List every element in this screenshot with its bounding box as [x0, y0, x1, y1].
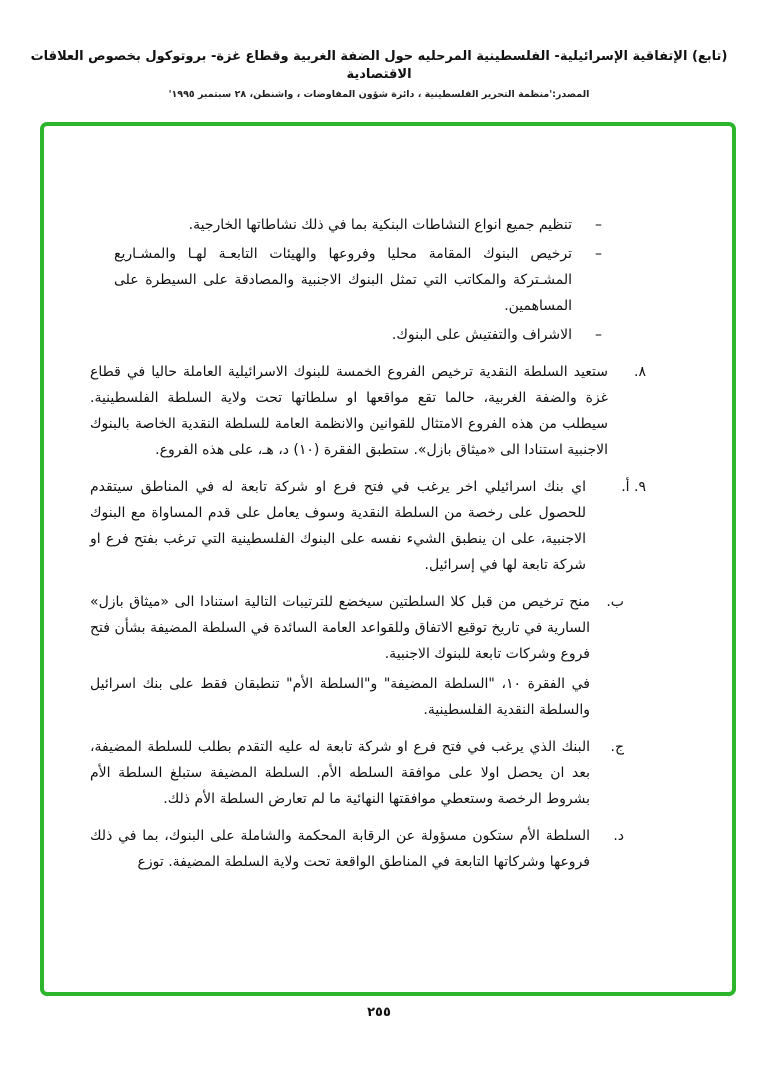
document-header: [10, 48, 748, 100]
dash-marker: –: [595, 246, 602, 262]
sub-letter: ج.: [610, 739, 624, 755]
clause-9-sub-b: [90, 589, 624, 723]
sub-letter: ب.: [606, 594, 624, 610]
clause-number: [594, 474, 646, 578]
clause-text-block: [90, 589, 590, 723]
clause-9-sub-c: [90, 734, 624, 812]
clause-text: السلطة الأم ستكون مسؤولة عن الرقابة المحكمة والشاملة على البنوك، بما في ذلك فروعها وشركاتها التابعة في المناطق الواقعة تحت ولاية السلطة المضيفة. توزع: [90, 828, 590, 870]
bullet-text: ترخيص البنوك المقامة محليا وفروعها والهيئات التابعـة لهـا والمشـاريع المشـتركة والمكاتب التي تمثل البنوك الاجنبية والمصادقة على السيطرة على المساهمين.: [114, 246, 572, 314]
dash-marker: –: [595, 327, 602, 343]
page-number: ٢٥٥: [367, 1005, 391, 1020]
green-frame: [40, 122, 736, 996]
document-body: [90, 212, 646, 875]
bullet-text: الاشراف والتفتيش على البنوك.: [391, 327, 572, 343]
bullet-item: [114, 241, 602, 319]
document-title: (تابع) الإتفاقية الإسرائيلية- الفلسطينية المرحليه حول الضفة الغربية وقطاع غزة- بروتوكول بخصوص العلاقات الاقتصادية: [30, 49, 728, 83]
bullet-item: [114, 322, 602, 348]
clause-number-digit: ٩.: [634, 479, 646, 495]
dash-marker: –: [595, 217, 602, 233]
clause-note: في الفقرة ١٠، "السلطة المضيفة" و"السلطة الأم" تنطبقان فقط على بنك اسرائيل والسلطة النقدية الفلسطينية.: [90, 676, 590, 718]
clause-text: البنك الذي يرغب في فتح فرع او شركة تابعة له عليه التقدم بطلب للسلطة المضيفة، بعد ان يحصل اولا على موافقة السلطه الأم. السلطة المضيفة ستبلغ السلطة الأم بشروط الرخصة وستعطي موافقتها النهائية ما لم تعارض السلطة الأم ذلك.: [90, 739, 590, 807]
bullet-item: [114, 212, 602, 238]
clause-9-sub-d: [90, 823, 624, 875]
clause-8: [90, 359, 646, 463]
document-source-line: المصدر:'منظمة التحرير الفلسطينية ، دائرة شؤون المفاوضات ، واشنطن، ٢٨ سبتمبر ١٩٩٥': [168, 89, 590, 101]
clause-text: اي بنك اسرائيلي اخر يرغب في فتح فرع او شركة تابعة له في المناطق سيتقدم للحصول على رخصة من السلطة النقدية وسوف يعامل على قدم المساواة مع البنوك الاجنبية، على ان ينطبق الشيء نفسه على البنوك الفلسطينية التي ترغب بفتح فرع او شركة تابعة لها في إسرائيل.: [90, 479, 586, 573]
bullet-text: تنظيم جميع انواع النشاطات البنكية بما في ذلك نشاطاتها الخارجية.: [188, 217, 572, 233]
bullet-list: [114, 212, 602, 348]
clause-text: ستعيد السلطة النقدية ترخيص الفروع الخمسة للبنوك الاسرائيلية العاملة حاليا في قطاع غزة والضفة الغربية، حالما تقع مواقعها او سلطاتها تحت ولاية السلطة الفلسطينية. سيطلب من هذه الفروع الامتثال للقوانين والانظمة العامة للسلطة النقدية الخاصة بالبنوك الاجنبية استنادا الى «ميثاق بازل». ستطبق الفقرة (١٠) د، هـ، على هذه الفروع.: [90, 364, 608, 458]
clause-text: منح ترخيص من قبل كلا السلطتين سيخضع للترتيبات التالية استنادا الى «ميثاق بازل» السارية في تاريخ توقيع الاتفاق وللقواعد العامة السائدة في السلطة المضيفة بشأن فتح فروع وشركات تابعة للبنوك الاجنبية.: [90, 594, 590, 662]
sub-letter: أ.: [621, 479, 630, 495]
clause-9-sub-a: [90, 474, 646, 578]
sub-letter: د.: [613, 828, 624, 844]
clause-number: ٨.: [634, 364, 646, 380]
